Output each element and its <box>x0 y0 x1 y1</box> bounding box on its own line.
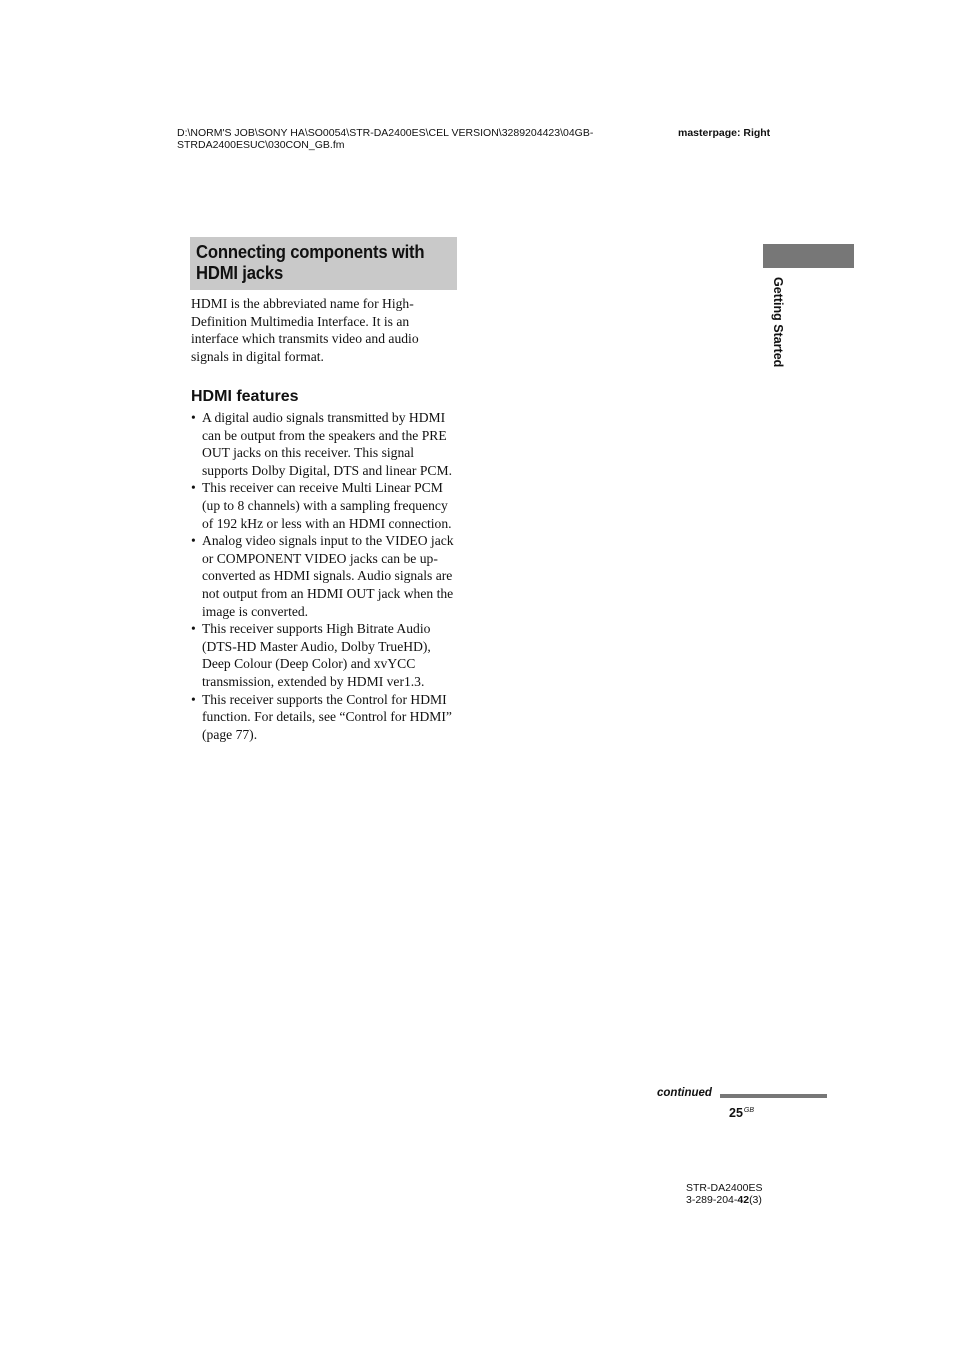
list-item-text: Analog video signals input to the VIDEO jack or COMPONENT VIDEO jacks can be up-converted as HDMI signals. Audio signals are not output from an HDMI OUT jack when the image is converted. <box>202 533 454 619</box>
list-item-text: A digital audio signals transmitted by HDMI can be output from the speakers and the PRE OUT jacks on this receiver. This signal supports Dolby Digital, DTS and linear PCM. <box>202 410 452 478</box>
model-code-prefix: 3-289-204- <box>686 1194 738 1206</box>
model-info <box>686 1182 762 1206</box>
chapter-label: Getting Started <box>771 277 785 368</box>
list-item-text: This receiver supports the Control for HDMI function. For details, see “Control for HDMI” (page 77). <box>202 691 452 742</box>
section-title: Connecting components with HDMI jacks <box>196 241 425 283</box>
bullet-icon: • <box>191 480 196 496</box>
page-number <box>729 1103 754 1121</box>
file-path-header <box>177 127 647 151</box>
model-name: STR-DA2400ES <box>686 1182 763 1194</box>
features-heading: HDMI features <box>191 388 299 405</box>
bullet-icon: • <box>191 533 196 549</box>
file-path-line-2: STRDA2400ESUC\030CON_GB.fm <box>177 139 345 151</box>
model-code-bold: 42 <box>737 1194 750 1206</box>
page-number-suffix: GB <box>743 1107 755 1114</box>
bullet-icon: • <box>191 691 196 707</box>
model-code-suffix: (3) <box>749 1194 762 1206</box>
list-item <box>191 532 459 620</box>
page-number-value: 25 <box>729 1106 743 1121</box>
list-item-text: This receiver supports High Bitrate Audio (DTS-HD Master Audio, Dolby TrueHD), Deep Colour (Deep Color) and xvYCC transmission, extended by HDMI ver1.3. <box>202 621 431 689</box>
masterpage-label: masterpage: Right <box>678 127 771 139</box>
continued-label: continued <box>657 1087 712 1099</box>
bullet-icon: • <box>191 410 196 425</box>
intro-paragraph: HDMI is the abbreviated name for High-Definition Multimedia Interface. It is an interface which transmits video and audio signals in digital format. <box>191 296 419 364</box>
features-list <box>191 409 459 743</box>
file-path-line-1: D:\NORM'S JOB\SONY HA\SO0054\STR-DA2400ES\CEL VERSION\3289204423\04GB- <box>177 127 594 139</box>
list-item <box>191 691 459 744</box>
list-item-text: This receiver can receive Multi Linear PCM (up to 8 channels) with a sampling frequency of 192 kHz or less with an HDMI connection. <box>202 480 452 531</box>
list-item <box>191 620 459 690</box>
list-item <box>191 409 459 479</box>
bullet-icon: • <box>191 621 196 637</box>
chapter-tab-marker <box>763 244 854 268</box>
continued-bar <box>720 1094 827 1098</box>
list-item <box>191 479 459 532</box>
model-code <box>686 1194 762 1206</box>
section-title-box <box>190 237 457 290</box>
